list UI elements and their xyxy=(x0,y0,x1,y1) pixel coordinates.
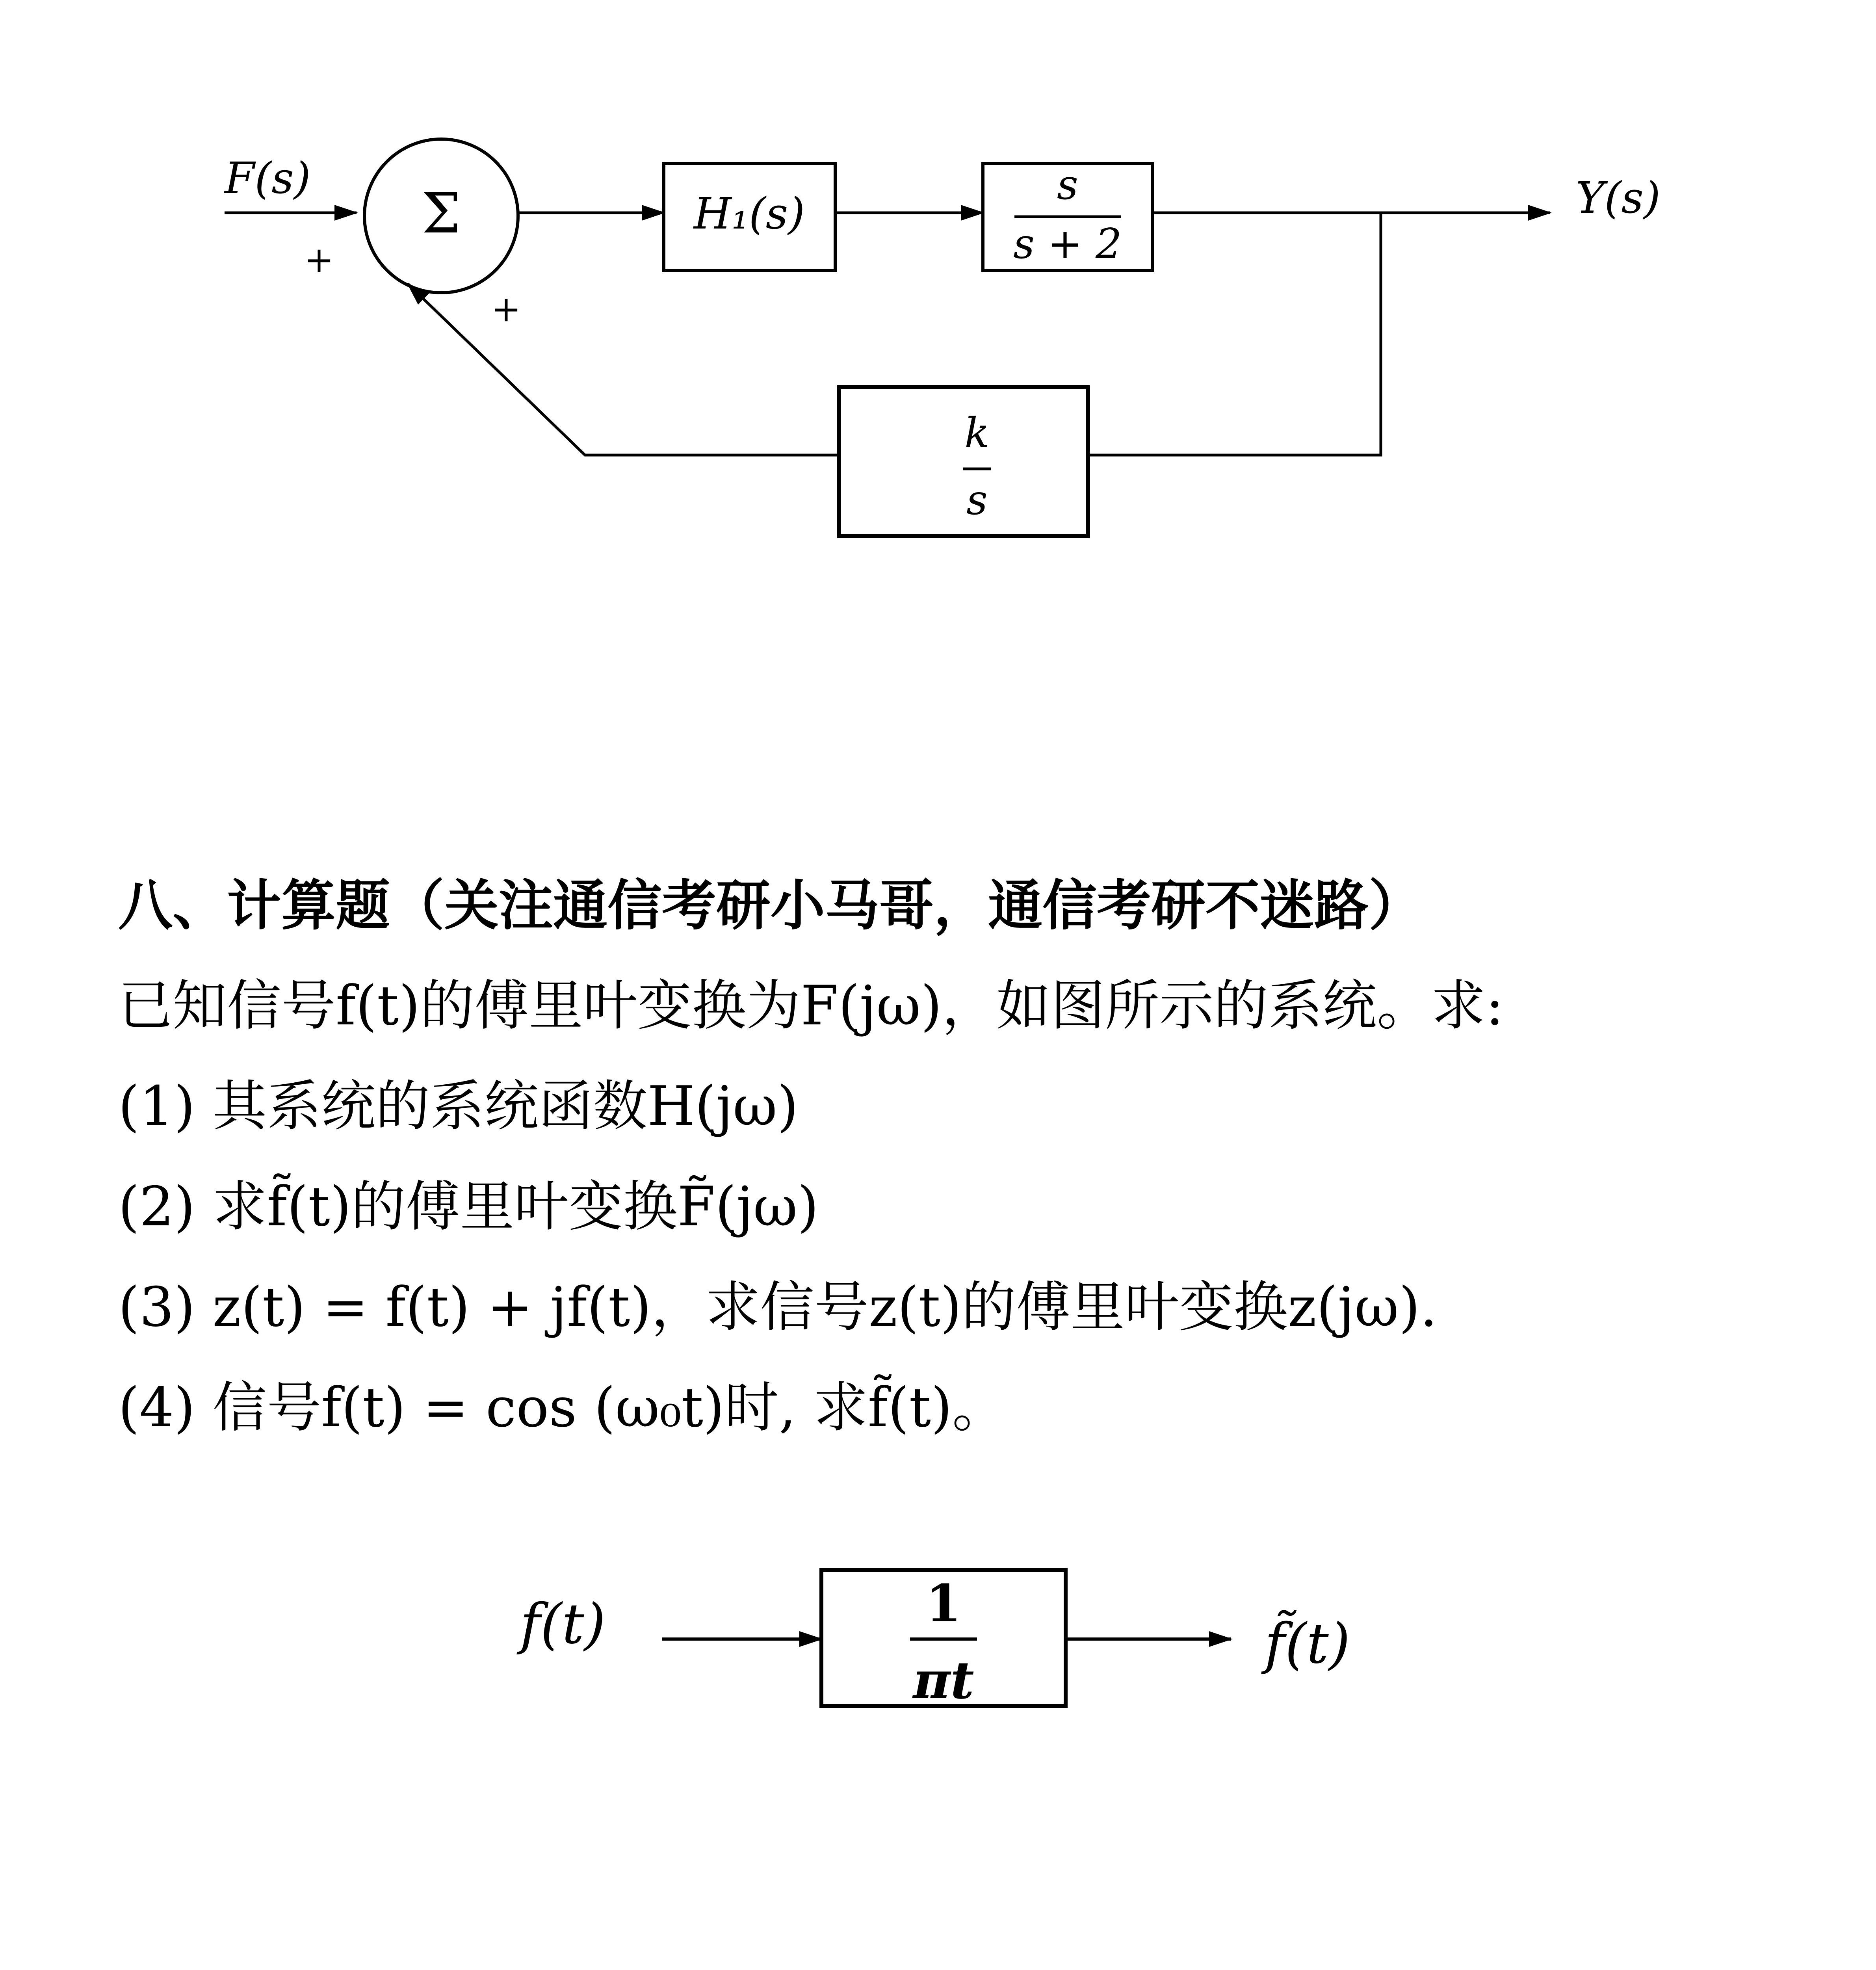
feedback-block xyxy=(839,387,1088,536)
question-1: (1) 其系统的系统函数H(jω) xyxy=(118,1074,799,1138)
output-label-ys: Y(s) xyxy=(1576,173,1661,223)
question-4: (4) 信号f(t) = cos (ω₀t)时, 求f̃(t)。 xyxy=(118,1376,1007,1439)
question-3: (3) z(t) = f(t) + jf(t)，求信号z(t)的傅里叶变换z(jω). xyxy=(118,1275,1438,1339)
hilbert-numerator: 1 xyxy=(925,1573,962,1634)
hilbert-output-label: f̃(t) xyxy=(1265,1612,1350,1676)
hilbert-block xyxy=(821,1570,1066,1706)
feedback-plus-sign: + xyxy=(491,288,521,330)
feedback-return-arrow xyxy=(408,284,839,455)
g-denominator: s + 2 xyxy=(1013,220,1122,268)
sum-symbol: Σ xyxy=(422,182,461,246)
input-label-fs: F(s) xyxy=(225,153,311,203)
g-numerator: s xyxy=(1057,161,1078,209)
feedback-path xyxy=(1088,213,1381,455)
hilbert-input-label: f(t) xyxy=(520,1592,606,1656)
hilbert-denominator: πt xyxy=(913,1650,974,1710)
feedback-denominator: s xyxy=(966,476,988,524)
problem-text xyxy=(118,855,1812,1458)
feedback-block-diagram xyxy=(0,0,1876,571)
input-plus-sign: + xyxy=(304,239,334,281)
problem-title: 八、计算题（关注通信考研小马哥，通信考研不迷路） xyxy=(118,873,1423,937)
question-2: (2) 求f̃(t)的傅里叶变换F̃(jω) xyxy=(118,1175,819,1238)
h1-label: H₁(s) xyxy=(693,188,805,239)
feedback-numerator: k xyxy=(964,409,990,457)
problem-intro: 已知信号f(t)的傅里叶变换为F(jω)，如图所示的系统。求: xyxy=(118,974,1504,1037)
